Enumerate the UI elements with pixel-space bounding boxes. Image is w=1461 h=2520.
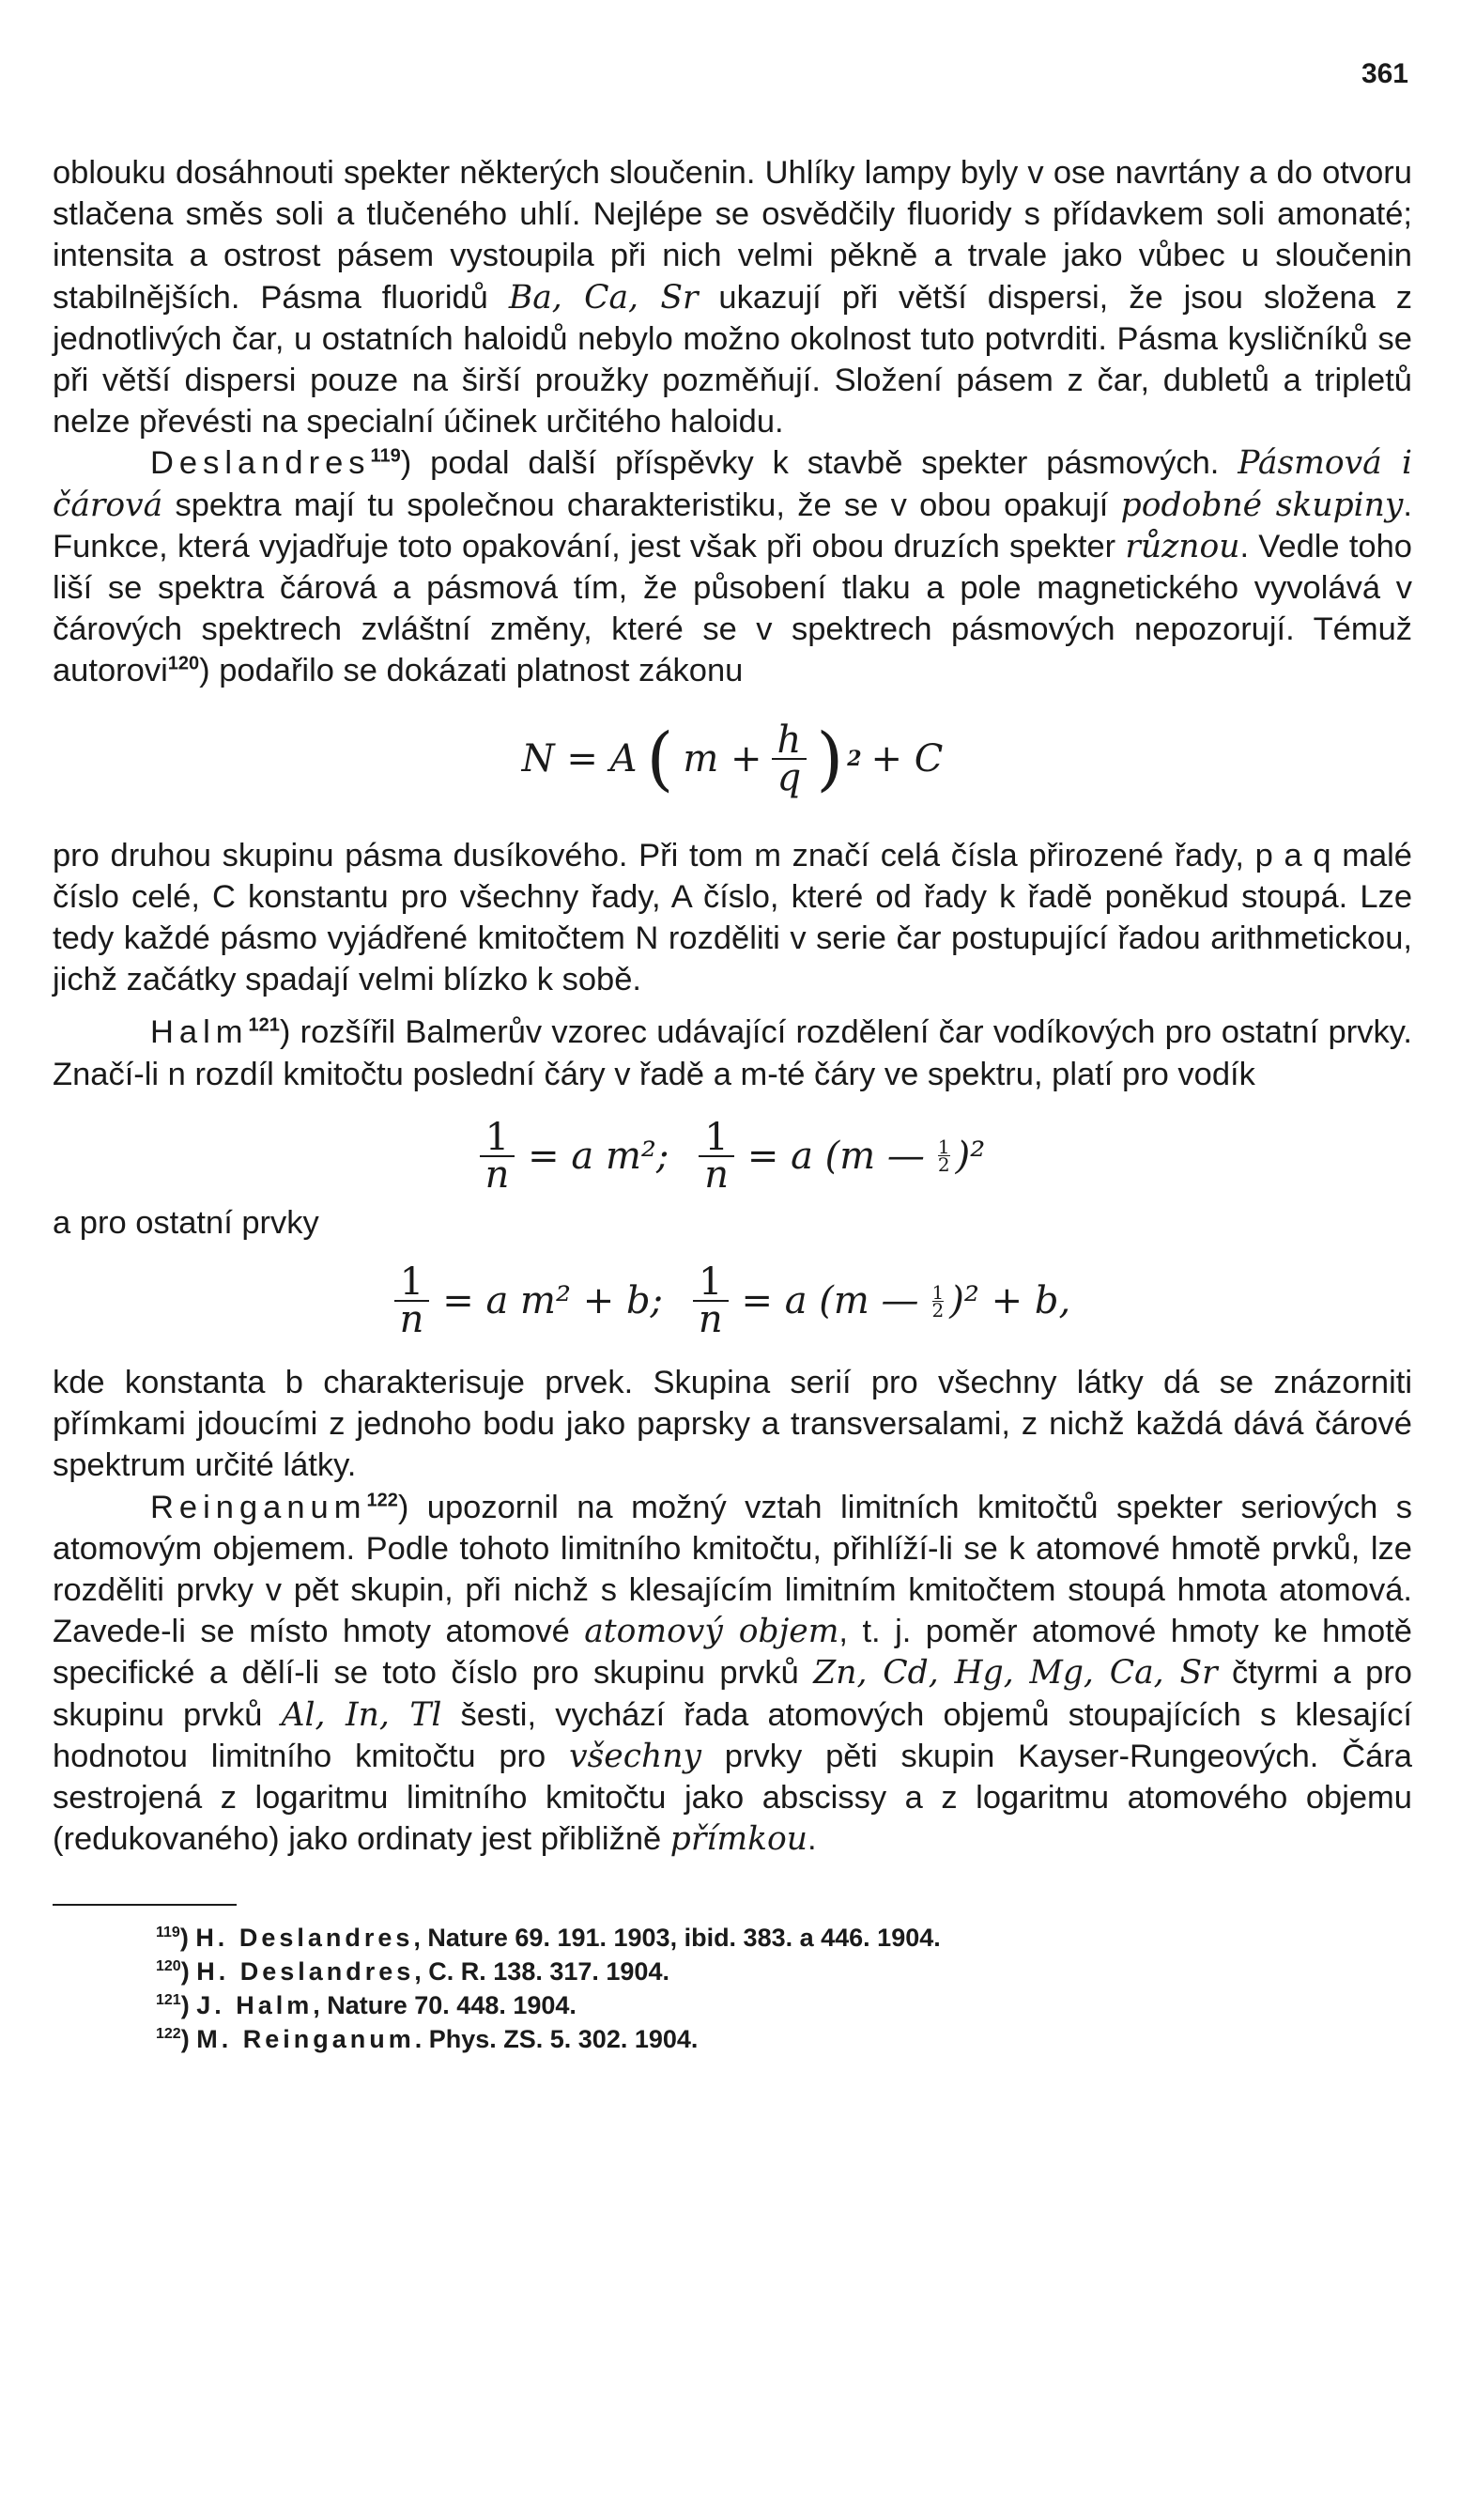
fraction-1-n: $\frac{1}{n}$	[693, 1264, 728, 1337]
paragraph-4	[53, 1012, 1412, 1094]
paragraph-6	[53, 1487, 1412, 1861]
footnote: $^{121}$) J. Halm, Nature 70. 448. 1904.	[156, 1990, 577, 2019]
text-run: . Funkce, která vyjadřuje toto opakování, jest však při obou druzích spekter	[53, 487, 1412, 564]
fraction-1-n: $\frac{1}{n}$	[394, 1264, 429, 1337]
paren-open: (	[646, 718, 674, 799]
equation-balmer-hydrogen	[53, 1116, 1412, 1197]
text-run: spektra mají tu společnou charakteristiku, že se v obou opakují	[162, 487, 1121, 523]
paragraph-3: pro druhou skupinu pásma dusíkového. Při tom m značí celá čísla přirozené řady, p a q malé číslo celé, C konstantu pro všechny řady, A číslo, které od řady k řadě poněkud stoupá. Lze tedy každé pásmo vyjádřené kmitočtem N rozděliti v serie čar postupující řadou arithmetickou, jichž začátky spadají velmi blízko k sobě.	[53, 837, 1412, 998]
equation-balmer-other	[53, 1260, 1412, 1341]
element-symbols: Zn, Cd, Hg, Mg, Ca, Sr	[813, 1654, 1218, 1693]
eq-term: = a (m —	[746, 1134, 925, 1178]
text-run: ukazují při větší dispersi, že jsou složena z jednotlivých čar, u ostatních haloidů nebylo možno okolnost tuto potvrditi. Pásma kysličníků se při větší dispersi pouze na širší proužky pozměňují. Složení pásem z čar, dubletů a tripletů nelze převésti na specialní účinek určitého haloidu.	[53, 279, 1412, 441]
text-run: ) podařilo se dokázati platnost zákonu	[199, 653, 744, 689]
footnote-divider	[53, 1904, 237, 1906]
author-name: Halm	[150, 1014, 249, 1051]
text-run: šesti, vychází řada atomových objemů stoupajících s klesající hodnotou limitního kmitočtu pro	[53, 1696, 1412, 1774]
emphasis: všechny	[569, 1737, 701, 1775]
element-symbols: Ba, Ca, Sr	[508, 278, 699, 317]
equation-deslandres: N = A ( m + $\frac{h}{q}$ ) 2 + C	[521, 718, 944, 799]
footnote-ref[interactable]: 121	[248, 1014, 280, 1036]
text-run: ) upozornil na možný vztah limitních kmitočtů spekter seriových s atomovým objemem. Podle tohoto limitního kmitočtu, přihlíží-li se k atomové hmotě prvků, lze rozděliti prvky v pět skupin, při nichž s klesajícím limitním kmitočtem stoupá hmota atomová. Zavede-li se místo hmoty atomové	[53, 1489, 1412, 1650]
footnote: $^{122}$) M. Reinganum. Phys. ZS. 5. 302. 1904.	[156, 2024, 699, 2053]
fraction-half: 1 2	[931, 1280, 945, 1322]
emphasis: různou	[1125, 527, 1240, 565]
page-number: 361	[1361, 58, 1408, 89]
emphasis: Pásmová i čárová	[53, 444, 1412, 524]
footnotes	[53, 1921, 1412, 2056]
fraction-1-n: $\frac{1}{n}$	[480, 1120, 515, 1193]
page-body	[53, 152, 1412, 2056]
footnote: $^{119}$) H. Deslandres, Nature 69. 191. 1903, ibid. 383. a 446. 1904.	[156, 1923, 941, 1952]
footnote-ref[interactable]: 120	[167, 653, 200, 674]
footnote-ref[interactable]: 119	[370, 445, 401, 467]
eq-term: = a (m —	[741, 1278, 919, 1322]
text-run: oblouku dosáhnouti spekter některých sloučenin. Uhlíky lampy byly v ose navrtány a do otvoru stlačena směs soli a tlučeného uhlí. Nejlépe se osvědčily fluoridy s přídavkem soli amonaté; intensita a ostrost pásem vystoupila při nich velmi pěkně a trvale jako vůbec u sloučenin stabilnějších. Pásma fluoridů	[53, 155, 1412, 316]
paren-close: )	[816, 718, 844, 799]
eq-term: = a m²;	[528, 1134, 669, 1178]
emphasis: přímkou	[669, 1820, 808, 1859]
fraction-h-q: $\frac{h}{q}$	[772, 722, 807, 796]
text-run: . Vedle toho liší se spektra čárová a pásmová tím, že působení tlaku a pole magnetického vyvolává v čárových spektrech zvláštní změny, které se v spektrech pásmových nepozorují. Témuž autorovi	[53, 528, 1412, 689]
text-run: čtyrmi a pro skupinu prvků	[53, 1655, 1412, 1733]
element-symbols: Al, In, Tl	[281, 1695, 442, 1734]
eq-term: )²	[955, 1134, 986, 1178]
footnote-ref[interactable]: 122	[366, 1490, 398, 1511]
text-run: ) podal další příspěvky k stavbě spekter pásmových.	[400, 445, 1238, 482]
footnote: $^{120}$) H. Deslandres, C. R. 138. 317. 1904.	[156, 1956, 669, 1986]
emphasis: atomový objem	[584, 1613, 839, 1651]
fraction-1-n: $\frac{1}{n}$	[699, 1120, 733, 1193]
author-name: Deslandres	[150, 445, 371, 482]
text-run: , t. j. poměr atomové hmoty ke hmotě specifické a dělí-li se toto číslo pro skupinu prvků	[53, 1614, 1412, 1692]
emphasis: podobné skupiny	[1120, 486, 1404, 524]
text-run: ) rozšířil Balmerův vzorec udávající rozdělení čar vodíkových pro ostatní prvky. Značí-li n rozdíl kmitočtu poslední čáry v řadě a m-té čáry ve spektru, platí pro vodík	[53, 1014, 1412, 1092]
equation-label: a pro ostatní prvky	[53, 1204, 319, 1241]
paragraph-1	[53, 152, 1412, 442]
eq-lhs: N = A	[521, 736, 638, 781]
eq-term: + C	[870, 736, 944, 781]
author-name: Reinganum	[150, 1489, 367, 1525]
fraction-half: 1 2	[937, 1136, 950, 1177]
paragraph-2	[53, 442, 1412, 691]
text-run: prvky pěti skupin Kayser-Rungeových. Čára sestrojená z logaritmu limitního kmitočtu jako abscissy a z logaritmu atomového objemu (redukovaného) jako ordinaty jest přibližně	[53, 1738, 1412, 1858]
eq-term: = a m² + b;	[442, 1278, 664, 1322]
text-run: .	[807, 1821, 817, 1858]
eq-term: m +	[683, 736, 762, 781]
eq-term: )² + b,	[949, 1278, 1071, 1322]
paragraph-5: kde konstanta b charakterisuje prvek. Skupina serií pro všechny látky dá se znázorniti přímkami jdoucími z jednoho bodu jako paprsky a transversalami, z nichž každá dává čárové spektrum určité látky.	[53, 1365, 1412, 1484]
